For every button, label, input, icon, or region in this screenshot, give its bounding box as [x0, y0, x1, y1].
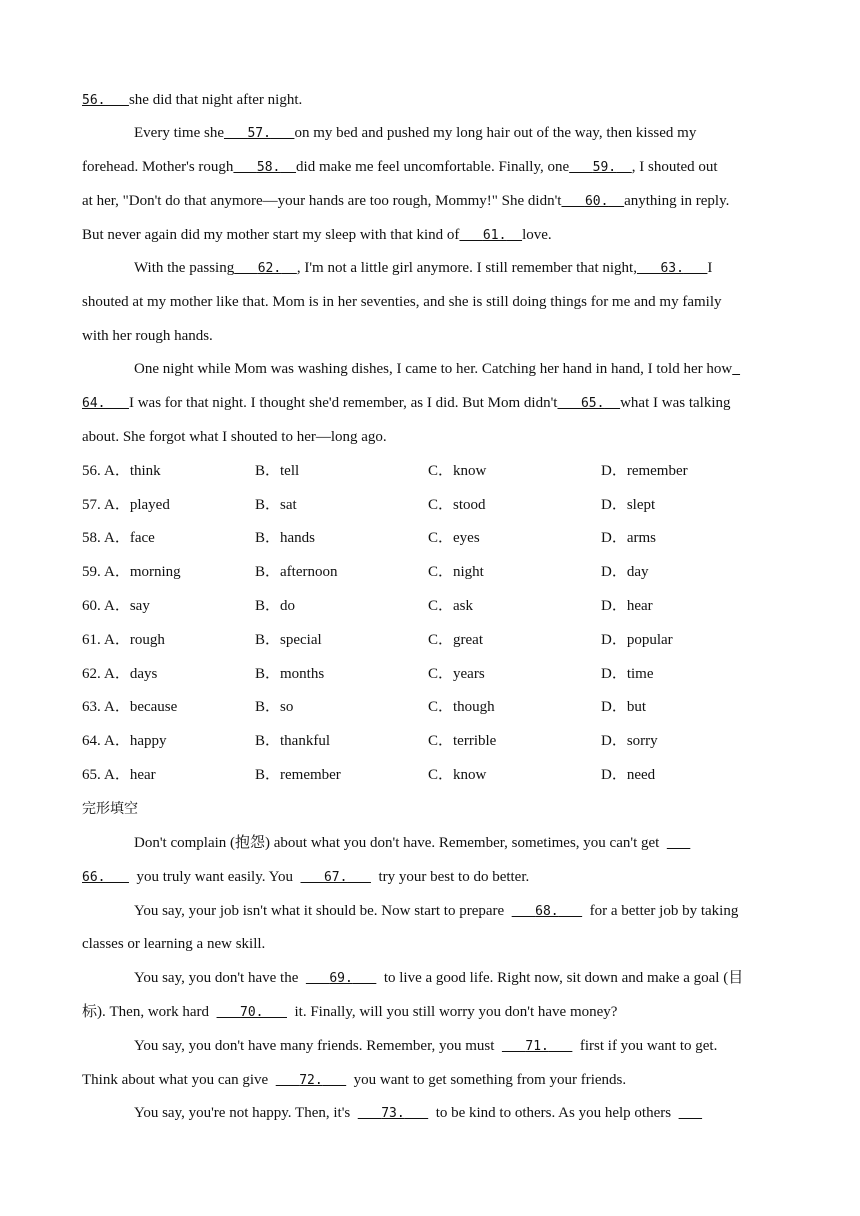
option-a[interactable]: A．happy: [104, 733, 167, 749]
question-options-59: [82, 562, 782, 582]
option-d[interactable]: D．slept: [601, 497, 656, 513]
option-c[interactable]: C．stood: [428, 497, 486, 513]
passage-line: 标). Then, work hard 70. it. Finally, will you still worry you don't have money?: [82, 1004, 618, 1020]
option-c[interactable]: C．night: [428, 564, 484, 580]
section-heading: 完形填空: [82, 801, 138, 817]
blank-underline: [667, 836, 690, 851]
passage-line: about. She forgot what I shouted to her—long ago.: [82, 429, 387, 445]
option-c[interactable]: C．great: [428, 632, 483, 648]
blank-57[interactable]: 57.: [247, 126, 271, 141]
question-options-60: [82, 596, 782, 616]
blank-69[interactable]: 69.: [329, 971, 353, 986]
option-a[interactable]: A．morning: [104, 564, 181, 580]
question-options-61: [82, 630, 782, 650]
passage-line: One night while Mom was washing dishes, I came to her. Catching her hand in hand, I told her how: [134, 359, 740, 380]
passage-line: Think about what you can give 72. you want to get something from your friends.: [82, 1072, 627, 1088]
option-c[interactable]: C．years: [428, 666, 485, 682]
passage-line: You say, you're not happy. Then, it's 73. to be kind to others. As you help others: [134, 1103, 702, 1124]
option-b[interactable]: B．months: [255, 666, 325, 682]
blank-60[interactable]: 60.: [584, 194, 609, 209]
option-d[interactable]: D．hear: [601, 598, 653, 614]
option-b[interactable]: B．special: [255, 632, 322, 648]
option-d[interactable]: D．time: [601, 666, 654, 682]
option-a[interactable]: A．think: [104, 463, 161, 479]
option-b[interactable]: B．tell: [255, 463, 300, 479]
option-c[interactable]: C．eyes: [428, 530, 480, 546]
option-c[interactable]: C．though: [428, 699, 495, 715]
option-b[interactable]: B．do: [255, 598, 296, 614]
question-options-58: [82, 528, 782, 548]
passage-line: Don't complain (抱怨) about what you don't have. Remember, sometimes, you can't get: [134, 833, 690, 854]
question-number: 62.: [82, 666, 101, 682]
question-number: 59.: [82, 564, 101, 580]
option-b[interactable]: B．so: [255, 699, 294, 715]
question-number: 63.: [82, 699, 101, 715]
blank-67[interactable]: 67.: [323, 870, 348, 885]
option-a[interactable]: A．days: [104, 666, 158, 682]
blank-73[interactable]: 73.: [381, 1106, 405, 1121]
option-d[interactable]: D．sorry: [601, 733, 658, 749]
option-d[interactable]: D．need: [601, 767, 656, 783]
blank-63[interactable]: 63.: [660, 261, 684, 276]
question-number: 65.: [82, 767, 101, 783]
question-options-65: [82, 765, 782, 785]
question-options-62: [82, 664, 782, 684]
blank-71[interactable]: 71.: [525, 1039, 549, 1054]
passage-line: 64. I was for that night. I thought she'd remember, as I did. But Mom didn't 65. what I was talking: [82, 395, 731, 411]
option-d[interactable]: D．remember: [601, 463, 688, 479]
option-c[interactable]: C．ask: [428, 598, 474, 614]
option-d[interactable]: D．day: [601, 564, 649, 580]
blank-56[interactable]: 56.: [82, 93, 106, 108]
passage-line: at her, "Don't do that anymore—your hands are too rough, Mommy!" She didn't 60. anything in reply.: [82, 193, 730, 209]
blank-underline: [679, 1106, 702, 1121]
passage-line: With the passing 62. , I'm not a little girl anymore. I still remember that night, 63. I: [134, 260, 713, 276]
option-a[interactable]: A．played: [104, 497, 170, 513]
option-a[interactable]: A．say: [104, 598, 150, 614]
option-c[interactable]: C．know: [428, 767, 487, 783]
passage-line: forehead. Mother's rough 58. did make me feel uncomfortable. Finally, one 59. , I shouted out: [82, 159, 718, 175]
option-b[interactable]: B．thankful: [255, 733, 330, 749]
blank-66[interactable]: 66.: [82, 870, 106, 885]
passage-line: 66. you truly want easily. You 67. try your best to do better.: [82, 869, 530, 885]
option-a[interactable]: A．rough: [104, 632, 165, 648]
question-options-63: [82, 697, 782, 717]
option-b[interactable]: B．afternoon: [255, 564, 338, 580]
option-a[interactable]: A．hear: [104, 767, 156, 783]
option-d[interactable]: D．but: [601, 699, 647, 715]
blank-58[interactable]: 58.: [256, 160, 281, 175]
passage-line: You say, your job isn't what it should be. Now start to prepare 68. for a better job by taking: [134, 903, 739, 919]
question-options-56: [82, 461, 782, 481]
option-a[interactable]: A．face: [104, 530, 155, 546]
passage-line: classes or learning a new skill.: [82, 936, 266, 952]
question-number: 60.: [82, 598, 101, 614]
option-c[interactable]: C．terrible: [428, 733, 497, 749]
option-b[interactable]: B．remember: [255, 767, 341, 783]
blank-61[interactable]: 61.: [482, 228, 507, 243]
passage-line: 56. she did that night after night.: [82, 92, 303, 108]
blank-underline: [732, 362, 740, 377]
passage-line: Every time she 57. on my bed and pushed my long hair out of the way, then kissed my: [134, 125, 697, 141]
blank-68[interactable]: 68.: [535, 904, 559, 919]
blank-70[interactable]: 70.: [240, 1005, 264, 1020]
passage-line: You say, you don't have the 69. to live a good life. Right now, sit down and make a goal (目: [134, 970, 744, 986]
passage-line: But never again did my mother start my sleep with that kind of 61. love.: [82, 227, 552, 243]
option-c[interactable]: C．know: [428, 463, 487, 479]
option-a[interactable]: A．because: [104, 699, 178, 715]
blank-72[interactable]: 72.: [299, 1073, 323, 1088]
option-b[interactable]: B．hands: [255, 530, 316, 546]
question-options-57: [82, 495, 782, 515]
question-options-64: [82, 731, 782, 751]
passage-line: with her rough hands.: [82, 328, 213, 344]
option-d[interactable]: D．popular: [601, 632, 673, 648]
passage-line: shouted at my mother like that. Mom is in her seventies, and she is still doing things for me and my family: [82, 294, 722, 310]
question-number: 57.: [82, 497, 101, 513]
option-b[interactable]: B．sat: [255, 497, 297, 513]
option-d[interactable]: D．arms: [601, 530, 656, 546]
blank-62[interactable]: 62.: [257, 261, 282, 276]
question-number: 64.: [82, 733, 101, 749]
passage-line: You say, you don't have many friends. Remember, you must 71. first if you want to get.: [134, 1038, 718, 1054]
blank-65[interactable]: 65.: [580, 396, 605, 411]
question-number: 61.: [82, 632, 101, 648]
question-number: 56.: [82, 463, 101, 479]
blank-59[interactable]: 59.: [592, 160, 617, 175]
question-number: 58.: [82, 530, 101, 546]
blank-64[interactable]: 64.: [82, 396, 106, 411]
